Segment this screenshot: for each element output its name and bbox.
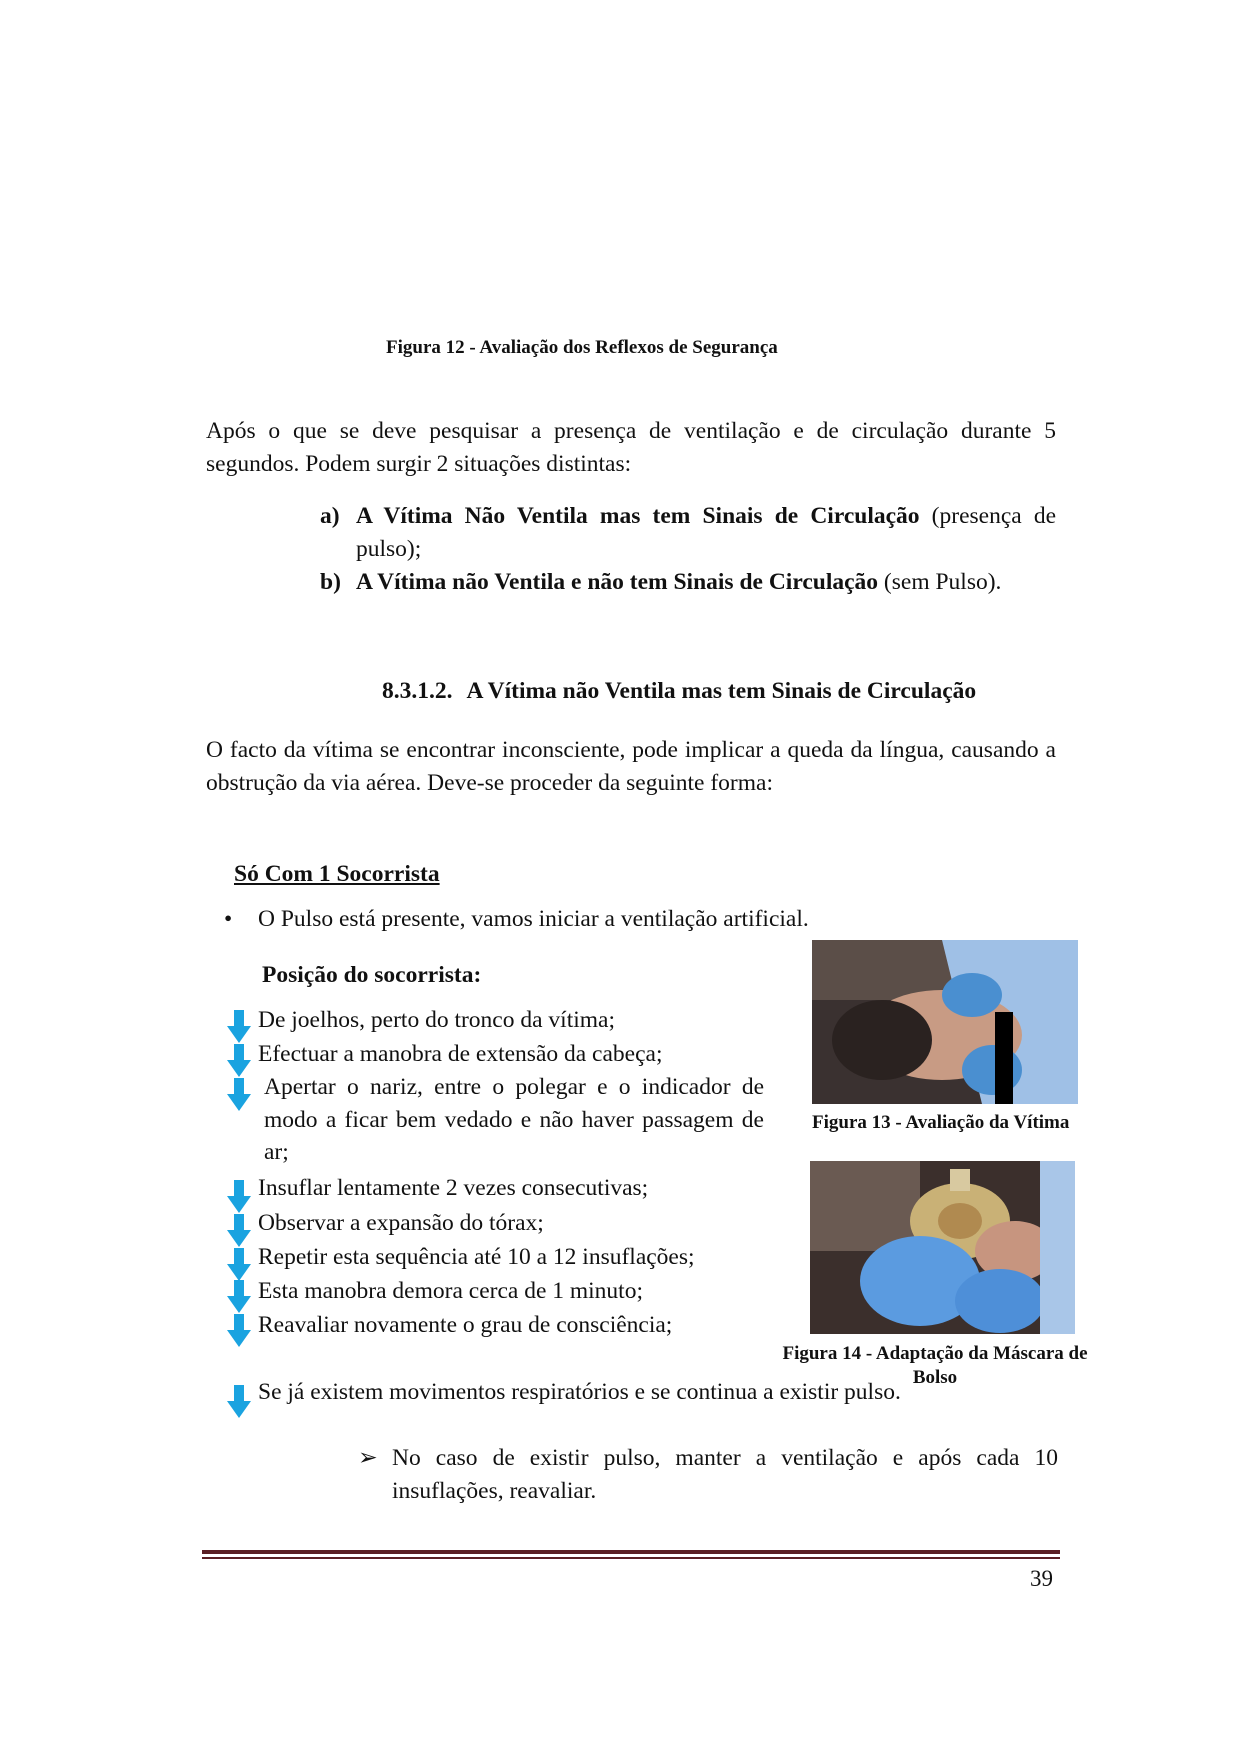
figure-14-caption: Figura 14 - Adaptação da Máscara de Bolso (782, 1343, 1088, 1388)
figure-13-caption: Figura 13 - Avaliação da Vítima (812, 1112, 1070, 1133)
section-number: 8.3.1.2. (382, 678, 453, 704)
intro-paragraph: Após o que se deve pesquisar a presença de ventilação e de circulação durante 5 segundos. Podem surgir 2 situações distintas: (206, 418, 1056, 477)
down-arrow-icon (226, 1078, 252, 1112)
step-7: Esta manobra demora cerca de 1 minuto; (258, 1278, 643, 1304)
step-4: Insuflar lentamente 2 vezes consecutivas; (258, 1175, 649, 1201)
section-heading (382, 678, 976, 705)
final-note-text: No caso de existir pulso, manter a ventilação e após cada 10 insuflações, reavaliar. (392, 1445, 1058, 1504)
down-arrow-icon (226, 1044, 252, 1078)
situation-a-rest: (presença de pulso); (356, 503, 1056, 562)
step-5: Observar a expansão do tórax; (258, 1210, 544, 1236)
figure-14-photo (810, 1161, 1075, 1334)
figure-13-photo (812, 940, 1078, 1104)
step-3: Apertar o nariz, entre o polegar e o indicador de modo a ficar bem vedado e não haver passagem de ar; (264, 1074, 764, 1165)
bullet-text: O Pulso está presente, vamos iniciar a ventilação artificial. (258, 906, 809, 932)
bullet-dot-icon: • (224, 906, 233, 932)
situation-b-bold: A Vítima não Ventila e não tem Sinais de Circulação (356, 569, 879, 595)
down-arrow-icon (226, 1280, 252, 1314)
down-arrow-icon (226, 1180, 252, 1214)
down-arrow-icon (226, 1385, 252, 1419)
final-note (358, 1442, 1058, 1507)
step-8: Reavaliar novamente o grau de consciência; (258, 1312, 673, 1338)
down-arrow-icon (226, 1010, 252, 1044)
step-2: Efectuar a manobra de extensão da cabeça; (258, 1041, 663, 1067)
section-paragraph: O facto da vítima se encontrar inconsciente, pode implicar a queda da língua, causando a obstrução da via aérea. Deve-se proceder da seguinte forma: (206, 737, 1056, 796)
down-arrow-icon (226, 1248, 252, 1282)
situation-b-label: b) (320, 569, 341, 595)
bullet-item (224, 906, 809, 933)
situation-b-rest: (sem Pulso). (878, 569, 1002, 595)
situation-a-label: a) (320, 503, 340, 529)
section-title: A Vítima não Ventila mas tem Sinais de Circulação (466, 678, 977, 704)
footer-rule (202, 1550, 1060, 1554)
footer-rule-thin (202, 1557, 1060, 1559)
step-9: Se já existem movimentos respiratórios e se continua a existir pulso. (258, 1379, 901, 1405)
figure-12-caption: Figura 12 - Avaliação dos Reflexos de Segurança (386, 337, 778, 358)
arrowhead-bullet-icon: ➢ (358, 1445, 378, 1471)
situation-b (320, 566, 1056, 599)
position-title: Posição do socorrista: (262, 962, 482, 988)
step-6: Repetir esta sequência até 10 a 12 insuflações; (258, 1244, 695, 1270)
step-1: De joelhos, perto do tronco da vítima; (258, 1007, 615, 1033)
down-arrow-icon (226, 1214, 252, 1248)
situation-a-bold: A Vítima Não Ventila mas tem Sinais de Circulação (356, 503, 920, 529)
page-number: 39 (1030, 1566, 1053, 1591)
subheading: Só Com 1 Socorrista (234, 861, 440, 887)
down-arrow-icon (226, 1314, 252, 1348)
situation-a (320, 500, 1056, 565)
